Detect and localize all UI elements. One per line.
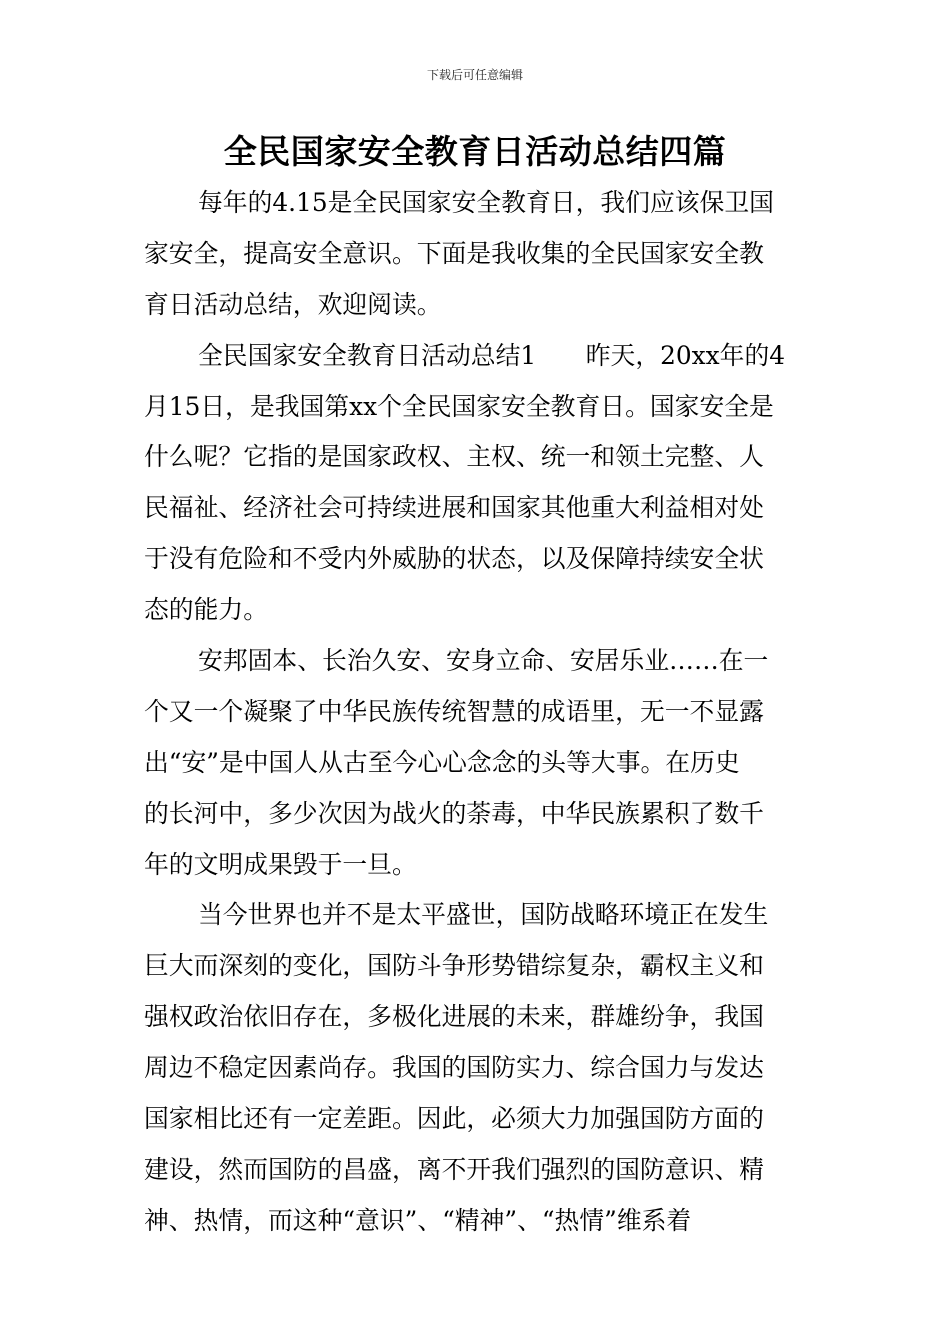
text-line: 建设，然而国防的昌盛，离不开我们强烈的国防意识、精 xyxy=(144,1154,764,1184)
paragraph xyxy=(144,890,808,1246)
text-line: 于没有危险和不受内外威胁的状态，以及保障持续安全状 xyxy=(144,544,764,574)
text-line: 全民国家安全教育日活动总结1 昨天，20xx年的4 xyxy=(198,340,786,370)
header-note: 下载后可任意编辑 xyxy=(426,68,523,82)
paragraph xyxy=(144,636,808,890)
text-line: 月15日，是我国第xx个全民国家安全教育日。国家安全是 xyxy=(144,391,774,421)
text-line: 国家相比还有一定差距。因此，必须大力加强国防方面的 xyxy=(144,1104,764,1134)
text-line: 态的能力。 xyxy=(144,595,268,625)
text-line: 什么呢？它指的是国家政权、主权、统一和领土完整、人 xyxy=(144,442,764,472)
text-line: 育日活动总结，欢迎阅读。 xyxy=(144,289,442,319)
text-line: 每年的4.15是全民国家安全教育日，我们应该保卫国 xyxy=(198,188,774,217)
paragraph xyxy=(144,331,808,636)
text-line: 年的文明成果毁于一旦。 xyxy=(144,849,417,879)
document-body xyxy=(144,178,808,1247)
text-line: 个又一个凝聚了中华民族传统智慧的成语里，无一不显露 xyxy=(144,696,764,726)
text-line: 神、热情，而这种“意识”、“精神”、“热情”维系着 xyxy=(144,1205,692,1235)
paragraph xyxy=(144,178,808,331)
document-title: 全民国家安全教育日活动总结四篇 xyxy=(223,132,727,171)
text-line: 家安全，提高安全意识。下面是我收集的全民国家安全教 xyxy=(144,238,764,268)
text-line: 安邦固本、长治久安、安身立命、安居乐业……在一 xyxy=(198,646,769,676)
text-line: 周边不稳定因素尚存。我国的国防实力、综合国力与发达 xyxy=(144,1053,764,1083)
text-line: 当今世界也并不是太平盛世，国防战略环境正在发生 xyxy=(198,900,769,930)
text-line: 民福祉、经济社会可持续进展和国家其他重大利益相对处 xyxy=(144,493,764,523)
text-line: 的长河中，多少次因为战火的荼毒，中华民族累积了数千 xyxy=(144,798,764,828)
text-line: 出“安”是中国人从古至今心心念念的头等大事。在历史 xyxy=(144,747,740,777)
text-line: 强权政治依旧存在，多极化进展的未来，群雄纷争，我国 xyxy=(144,1002,764,1032)
text-line: 巨大而深刻的变化，国防斗争形势错综复杂，霸权主义和 xyxy=(144,951,764,981)
